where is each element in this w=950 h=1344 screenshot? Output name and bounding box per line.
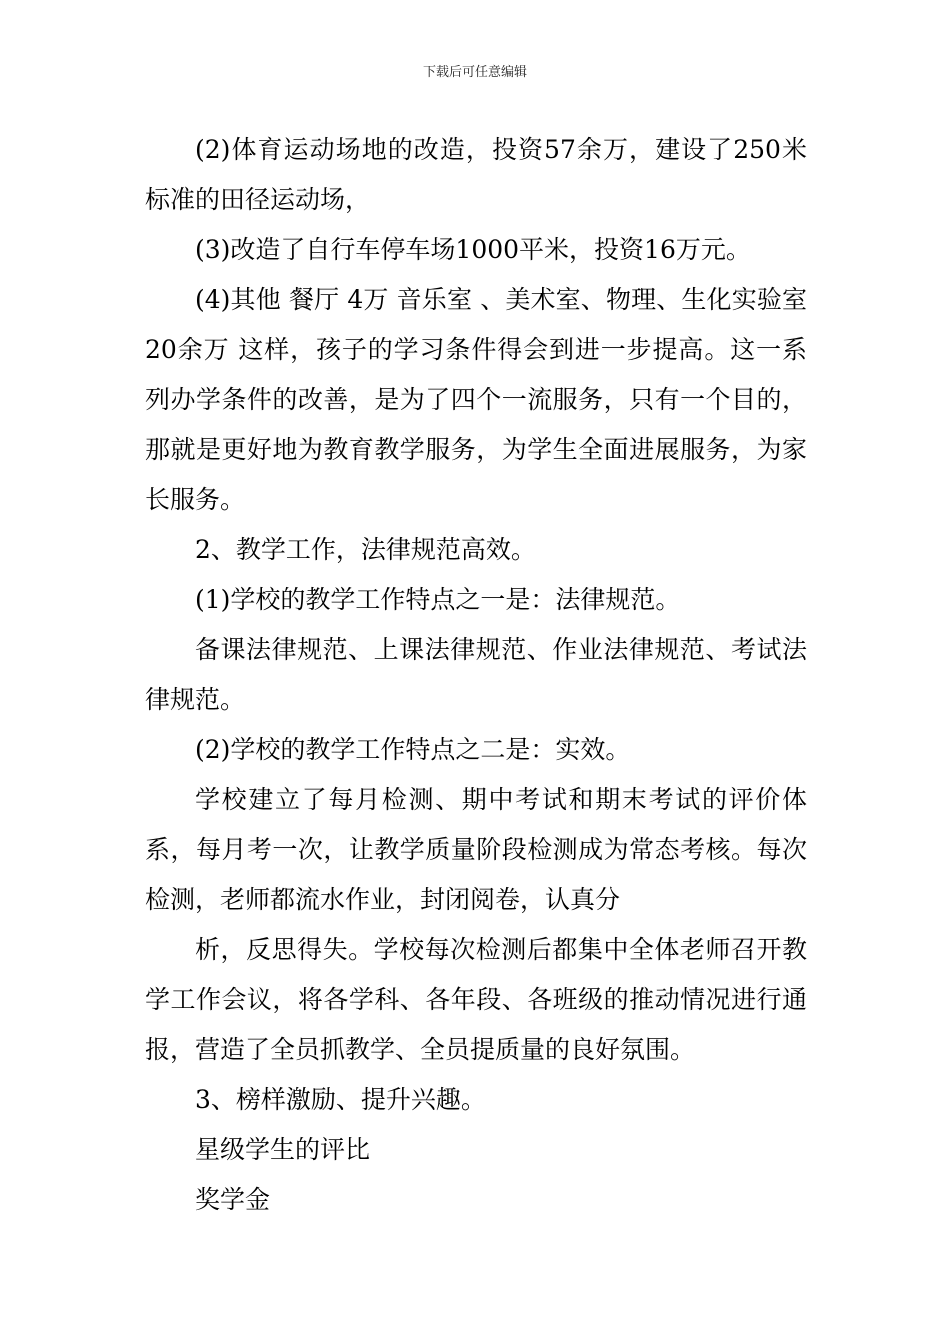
paragraph-teaching-feature-2: (2)学校的教学工作特点之二是：实效。 [195,735,631,764]
paragraph-evaluation-system: 学校建立了每月检测、期中考试和期末考试的评价体系，每月考一次，让教学质量阶段检测成为常态考核。每次检测，老师都流水作业，封闭阅卷，认真分 [145,785,807,914]
page-header: 下载后可任意编辑 [422,65,527,80]
section-heading-teaching: 2、教学工作，法律规范高效。 [195,535,536,564]
list-item-scholarship: 奖学金 [195,1185,271,1214]
document-body [145,125,807,1225]
paragraph-sports-field: (2)体育运动场地的改造，投资57余万，建设了250米标准的田径运动场， [145,135,807,214]
paragraph-analysis: 析，反思得失。学校每次检测后都集中全体老师召开教学工作会议，将各学科、各年段、各班级的推动情况进行通报，营造了全员抓教学、全员提质量的良好氛围。 [145,935,807,1064]
paragraph-bike-parking: (3)改造了自行车停车场1000平米，投资16万元。 [195,235,751,264]
paragraph-other-facilities: (4)其他 餐厅 4万 音乐室 、美术室、物理、生化实验室 20余万 这样，孩子的学习条件得会到进一步提高。这一系列办学条件的改善，是为了四个一流服务，只有一个目的，那就是更好地为教育教学服务，为学生全面进展服务，为家长服务。 [145,285,807,514]
paragraph-standards: 备课法律规范、上课法律规范、作业法律规范、考试法律规范。 [145,635,807,714]
section-heading-incentive: 3、榜样激励、提升兴趣。 [195,1085,486,1114]
list-item-star-student: 星级学生的评比 [195,1135,371,1164]
paragraph-teaching-feature-1: (1)学校的教学工作特点之一是：法律规范。 [195,585,681,614]
